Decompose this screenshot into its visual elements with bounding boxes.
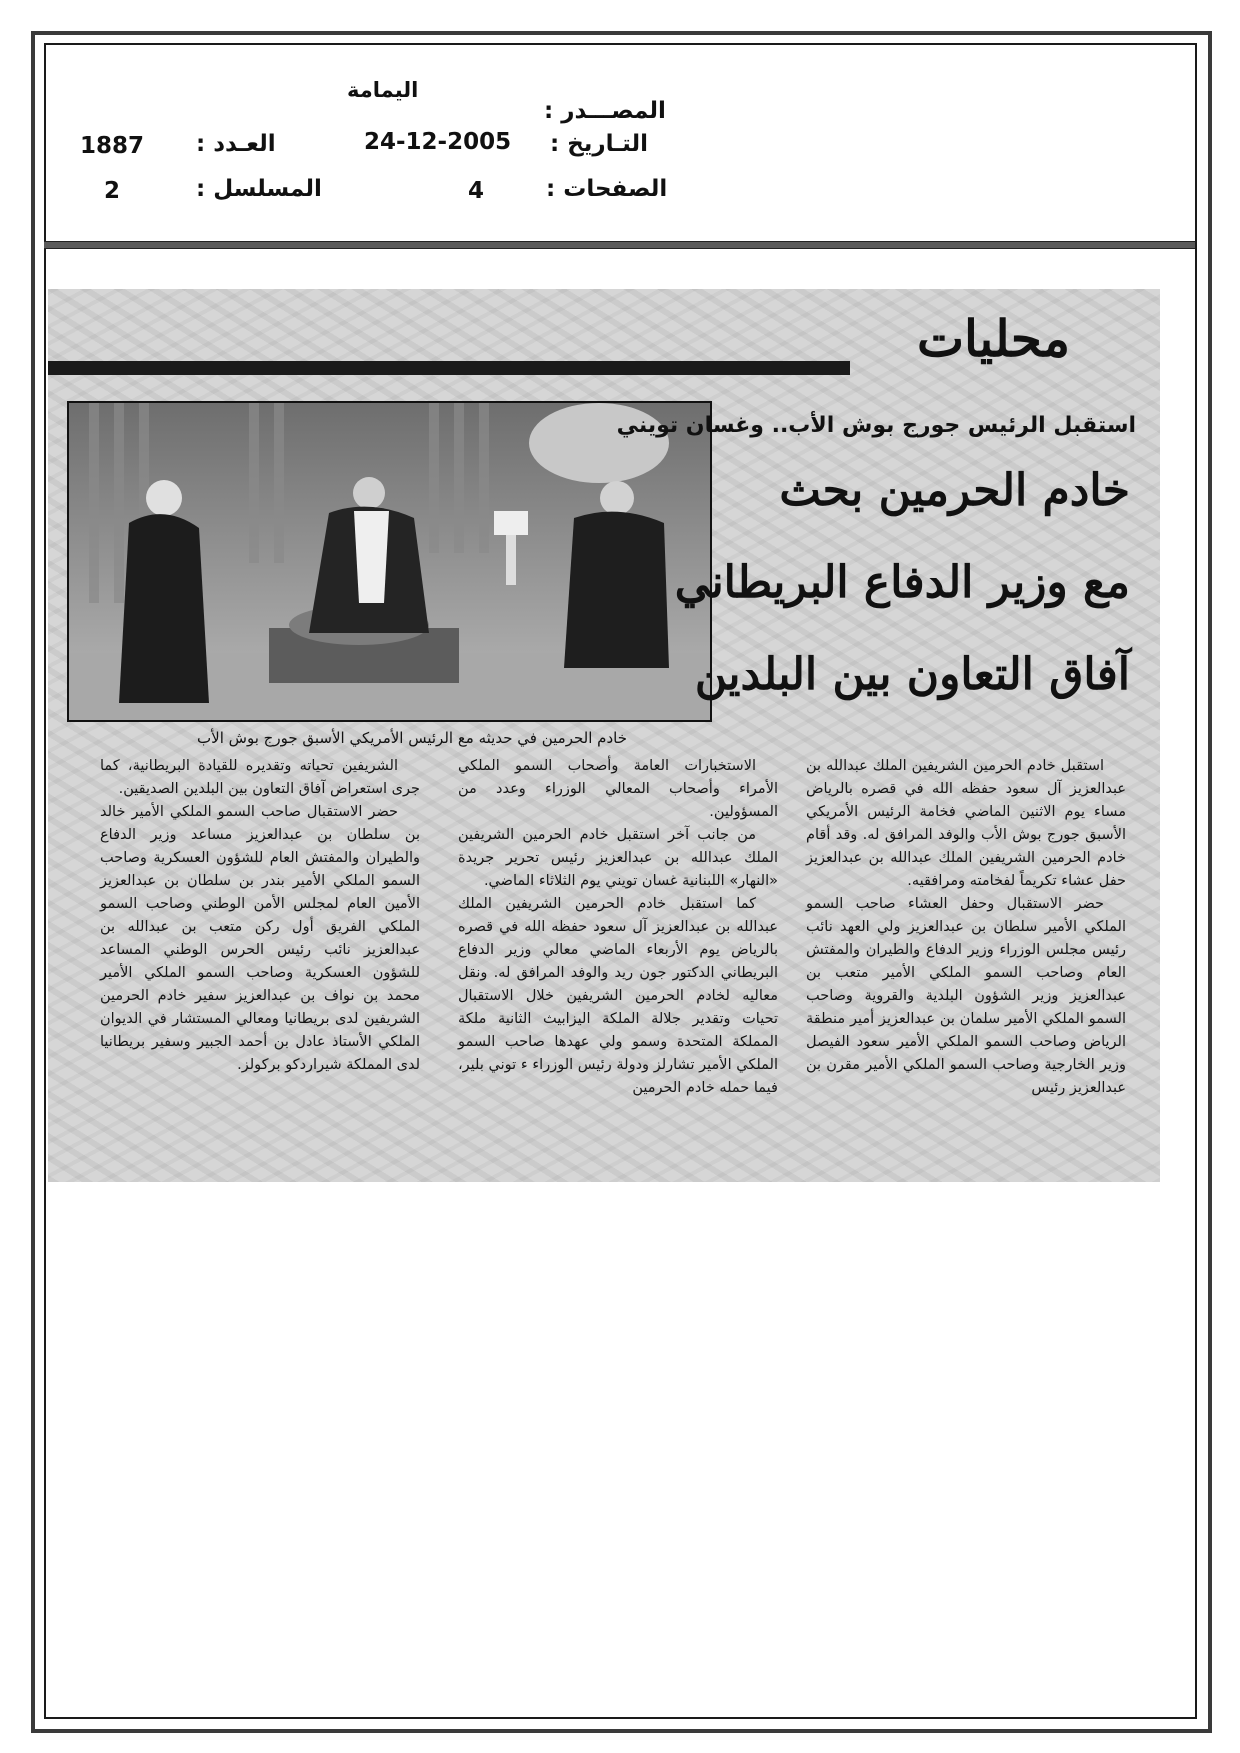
article-paragraph: استقبل خادم الحرمين الشريفين الملك عبدالله بن عبدالعزيز آل سعود حفظه الله في قصره بالرياض مساء يوم الاثنين الماضي فخامة الرئيس الأمريكي الأسبق جورج بوش الأب والوفد المرافق له. وقد أقام خادم الحرمين الشريفين الملك عبدالله بن عبدالعزيز حفل عشاء تكريماً لفخامته ومرافقيه. <box>806 758 1126 889</box>
article-paragraph: الشريفين تحياته وتقديره للقيادة البريطانية، كما جرى استعراض آفاق التعاون بين البلدين الصديقين. <box>100 758 420 797</box>
headline-line-1: خادم الحرمين بحث <box>779 465 1130 516</box>
headline-line-2: مع وزير الدفاع البريطاني <box>674 557 1130 608</box>
article-paragraph: الاستخبارات العامة وأصحاب السمو الملكي الأمراء وأصحاب المعالي الوزراء وعدد من المسؤولين. <box>458 758 778 820</box>
article-paragraph: حضر الاستقبال صاحب السمو الملكي الأمير خالد بن سلطان بن عبدالعزيز مساعد وزير الدفاع والطيران والمفتش العام للشؤون العسكرية وصاحب السمو الملكي الأمير بندر بن سلطان بن عبدالعزيز الأمين العام لمجلس الأمن الوطني وصاحب السمو الملكي الفريق أول ركن متعب بن عبدالله بن عبدالعزيز نائب رئيس الحرس الوطني المساعد للشؤون العسكرية وصاحب السمو الملكي الأمير محمد بن نواف بن عبدالعزيز سفير خادم الحرمين الشريفين لدى بريطانيا ومعالي المستشار في الديوان الملكي الأستاذ عادل بن أحمد الجبير وسفير بريطانيا لدى المملكة شيراردكو بركولز. <box>100 804 420 1073</box>
article-column-1 <box>806 755 1126 1100</box>
article-column-3 <box>100 755 420 1077</box>
article-paragraph: كما استقبل خادم الحرمين الشريفين الملك عبدالله بن عبدالعزيز آل سعود حفظه الله في قصره بالرياض يوم الأربعاء الماضي معالي وزير الدفاع البريطاني الدكتور جون ريد والوفد المرافق له. ونقل معاليه لخادم الحرمين الشريفين خلال الاستقبال تحيات وتقدير جلالة الملكة اليزابيث الثانية ملكة المملكة المتحدة وسمو ولي عهدها صاحب السمو الملكي الأمير تشارلز ودولة رئيس الوزراء ء توني بلير، فيما حمله خادم الحرمين <box>458 896 778 1096</box>
article-kicker: استقبل الرئيس جورج بوش الأب.. وغسان تويني <box>616 413 1136 438</box>
issue-value: 1887 <box>80 133 145 159</box>
pages-label: الصفحات : <box>546 176 668 202</box>
newspaper-clipping <box>48 289 1160 1182</box>
meeting-photo-icon <box>69 403 710 720</box>
section-rule <box>48 361 850 375</box>
serial-value: 2 <box>104 178 121 204</box>
header-separator <box>44 241 1195 249</box>
meeting-photo <box>67 401 712 722</box>
date-value: 24-12-2005 <box>364 129 512 155</box>
article-column-2 <box>458 755 778 1100</box>
source-value: اليمامة <box>347 78 419 102</box>
headline-line-3: آفاق التعاون بين البلدين <box>694 649 1130 700</box>
pages-value: 4 <box>468 178 485 204</box>
photo-caption: خادم الحرمين في حديثه مع الرئيس الأمريكي الأسبق جورج بوش الأب <box>197 729 627 747</box>
issue-label: العـدد : <box>196 131 276 157</box>
section-title: محليات <box>916 309 1070 368</box>
source-label: المصـــدر : <box>544 98 666 124</box>
serial-label: المسلسل : <box>196 176 322 202</box>
date-label: التـاريخ : <box>550 131 649 157</box>
article-paragraph: حضر الاستقبال وحفل العشاء صاحب السمو الملكي الأمير سلطان بن عبدالعزيز ولي العهد نائب رئيس مجلس الوزراء وزير الدفاع والطيران والمفتش العام وصاحب السمو الملكي الأمير متعب بن عبدالعزيز وزير الشؤون البلدية والقروية وصاحب السمو الملكي الأمير سلمان بن عبدالعزيز أمير منطقة الرياض وصاحب السمو الملكي الأمير سعود الفيصل وزير الخارجية وصاحب السمو الملكي الأمير مقرن بن عبدالعزيز رئيس <box>806 896 1126 1096</box>
article-paragraph: من جانب آخر استقبل خادم الحرمين الشريفين الملك عبدالله بن عبدالعزيز رئيس تحرير جريدة «النهار» اللبنانية غسان تويني يوم الثلاثاء الماضي. <box>458 827 778 889</box>
